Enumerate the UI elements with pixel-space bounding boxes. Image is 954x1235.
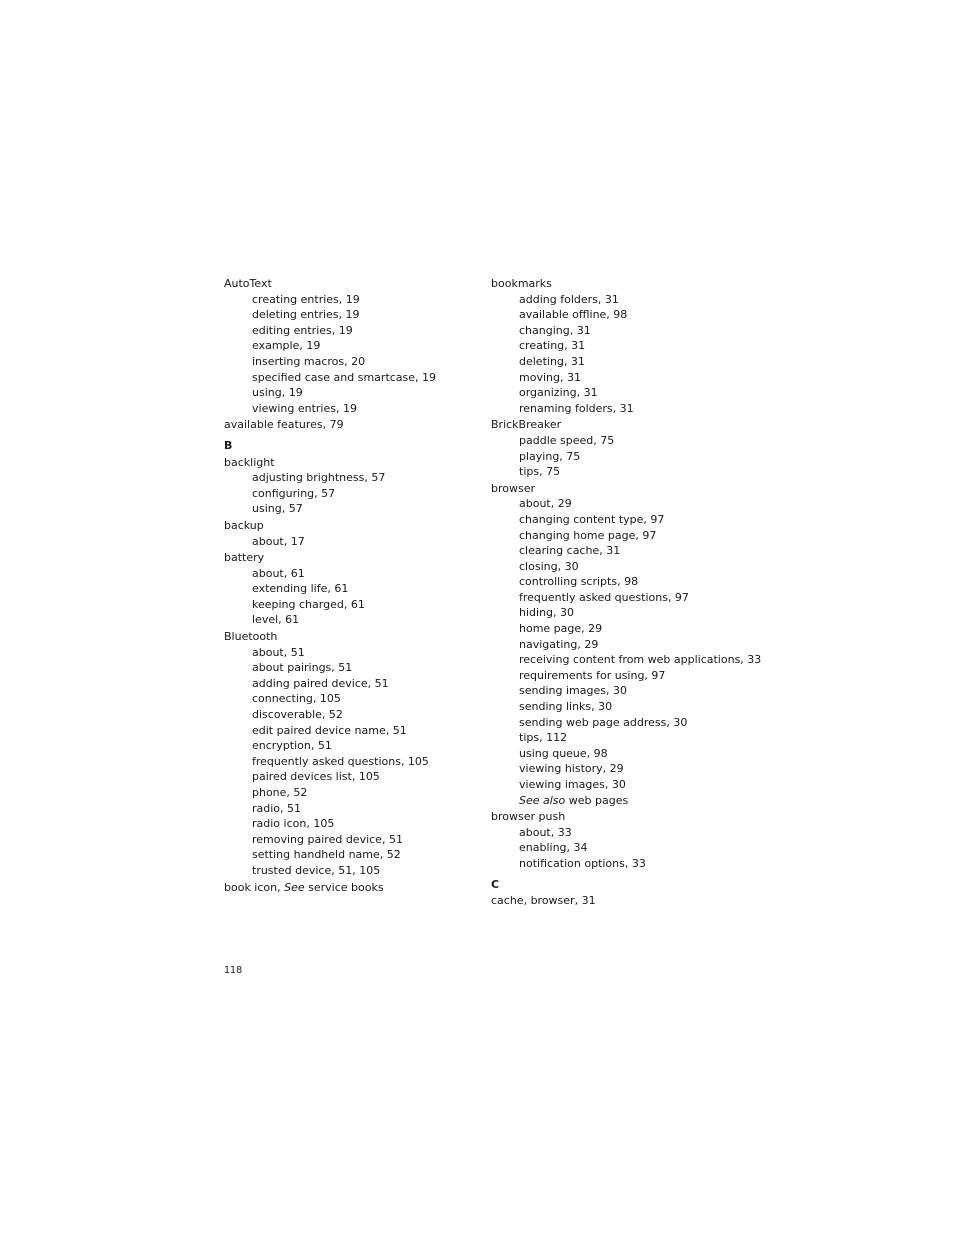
index-entry-cross-ref: [224, 880, 484, 896]
index-subentry: phone, 52: [252, 786, 308, 799]
index-subentry: radio, 51: [252, 801, 302, 815]
index-subentry: deleting, 31: [519, 354, 585, 368]
index-subentry: sending links, 30: [519, 700, 613, 714]
index-subentry: adjusting brightness, 57: [252, 471, 386, 485]
entry-text: book icon,: [224, 880, 285, 894]
index-entry: BrickBreaker: [491, 418, 562, 432]
index-column-right: [491, 276, 762, 909]
index-entry: battery: [224, 551, 265, 565]
index-subentry: requirements for using, 97: [519, 668, 666, 682]
index-entry: bookmarks: [491, 277, 552, 290]
index-subentry: discoverable, 52: [252, 708, 343, 722]
index-subentry: viewing entries, 19: [252, 401, 357, 415]
index-entry: backlight: [224, 455, 275, 469]
index-subentry: renaming folders, 31: [519, 401, 634, 415]
see-reference: See also: [519, 793, 566, 807]
index-subentry: extending life, 61: [252, 582, 349, 596]
index-subentry: level, 61: [252, 613, 300, 627]
index-subentry: radio icon, 105: [252, 817, 335, 831]
index-subentry: connecting, 105: [252, 692, 341, 706]
index-subentry: paddle speed, 75: [519, 433, 615, 447]
index-subentry: controlling scripts, 98: [519, 575, 639, 589]
index-subentry: navigating, 29: [519, 637, 599, 651]
index-subentry: setting handheld name, 52: [252, 848, 401, 862]
index-entry: AutoText: [224, 277, 272, 290]
index-subentry: keeping charged, 61: [252, 597, 365, 611]
index-subentry: viewing images, 30: [519, 778, 626, 791]
entry-text: service books: [304, 880, 384, 894]
index-subentry: using, 57: [252, 502, 303, 516]
index-subentry: edit paired device name, 51: [252, 723, 407, 737]
index-subentry: adding folders, 31: [519, 292, 619, 306]
index-subentry: about, 17: [252, 534, 305, 548]
index-subentry: moving, 31: [519, 370, 581, 384]
index-subentry: sending web page address, 30: [519, 715, 688, 729]
index-subentry: inserting macros, 20: [252, 354, 366, 368]
see-reference: See: [284, 880, 305, 894]
index-subentry: hiding, 30: [519, 606, 575, 620]
index-subentry: clearing cache, 31: [519, 544, 621, 558]
index-entry: browser push: [491, 810, 566, 824]
index-subentry: creating entries, 19: [252, 292, 360, 306]
index-subentry: encryption, 51: [252, 739, 332, 753]
index-entry: Bluetooth: [224, 630, 278, 644]
index-subentry: example, 19: [252, 339, 321, 353]
index-subentry: viewing history, 29: [519, 762, 624, 776]
index-subentry: about, 29: [519, 497, 572, 511]
index-letter-heading: C: [491, 877, 500, 891]
index-subentry: organizing, 31: [519, 386, 598, 400]
index-subentry: tips, 112: [519, 731, 568, 745]
index-letter-heading: B: [224, 438, 233, 452]
index-column-left: [224, 276, 484, 895]
index-subentry: changing home page, 97: [519, 528, 657, 542]
index-subentry: deleting entries, 19: [252, 308, 360, 322]
index-subentry: configuring, 57: [252, 486, 336, 500]
index-subentry: paired devices list, 105: [252, 770, 380, 784]
index-subentry: about pairings, 51: [252, 661, 353, 675]
index-subentry: specified case and smartcase, 19: [252, 370, 437, 384]
index-subentry: adding paired device, 51: [252, 676, 389, 690]
index-subentry: available offline, 98: [519, 308, 628, 322]
index-subentry: about, 33: [519, 825, 572, 839]
index-subentry: closing, 30: [519, 559, 579, 573]
index-entry: browser: [491, 481, 536, 495]
index-subentry: enabling, 34: [519, 841, 588, 855]
index-subentry: sending images, 30: [519, 684, 627, 698]
index-subentry: receiving content from web applications, 33: [519, 653, 762, 667]
index-subentry: frequently asked questions, 97: [519, 590, 689, 604]
index-subentry: frequently asked questions, 105: [252, 754, 429, 768]
index-subentry: home page, 29: [519, 622, 603, 636]
page-number: 118: [224, 965, 243, 976]
index-subentry: trusted device, 51, 105: [252, 863, 381, 877]
index-subentry: tips, 75: [519, 465, 561, 479]
index-subentry: notification options, 33: [519, 856, 646, 870]
index-entry: available features, 79: [224, 418, 344, 432]
index-subentry: creating, 31: [519, 339, 586, 353]
index-entry: cache, browser, 31: [491, 894, 596, 908]
index-subentry: using, 19: [252, 386, 303, 400]
index-subentry: about, 51: [252, 645, 305, 659]
entry-text: web pages: [565, 793, 629, 807]
index-subentry: about, 61: [252, 566, 305, 580]
index-subentry: removing paired device, 51: [252, 832, 403, 846]
index-subentry: changing content type, 97: [519, 512, 665, 526]
index-subentry: changing, 31: [519, 323, 591, 337]
index-entry: backup: [224, 518, 264, 532]
index-subentry: editing entries, 19: [252, 323, 353, 337]
index-subentry: using queue, 98: [519, 746, 608, 760]
index-subentry-cross-ref: [491, 793, 751, 809]
index-subentry: playing, 75: [519, 449, 581, 463]
